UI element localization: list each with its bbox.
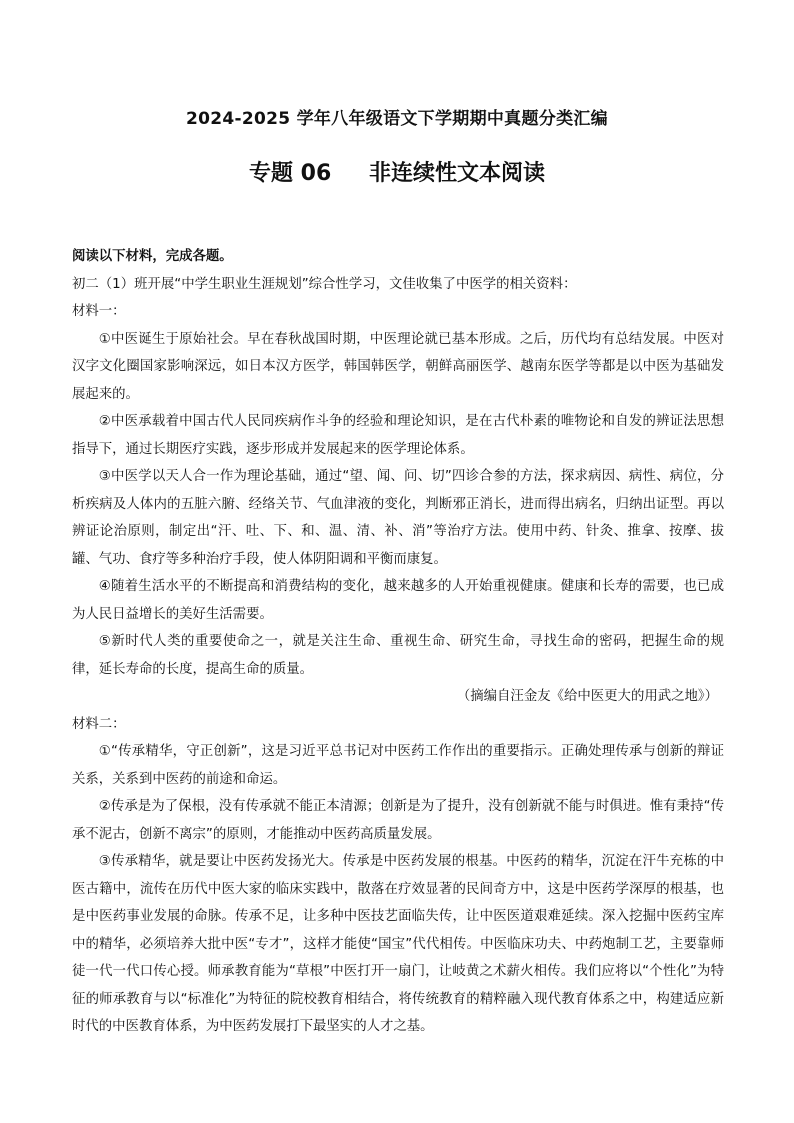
topic-name: 非连续性文本阅读: [368, 161, 545, 186]
material1-paragraph-3: ③中医学以天人合一作为理论基础，通过“望、闻、问、切”四诊合参的方法，探求病因、病性、病位，分析疾病及人体内的五脏六腑、经络关节、气血津液的变化，判断邪正消长，进而得出病名，归纳出证型。再以辨证论治原则，制定出“汗、吐、下、和、温、清、补、消”等治疗方法。使用中药、针灸、推拿、按摩、拔罐、气功、食疗等多种治疗手段，使人体阴阳调和平衡而康复。: [72, 469, 724, 567]
material1-paragraph-4: ④随着生活水平的不断提高和消费结构的变化，越来越多的人开始重视健康。健康和长寿的需要，也已成为人民日益增长的美好生活需要。: [72, 579, 724, 622]
reading-content: [72, 243, 724, 1041]
material1-paragraph-2: ②中医承载着中国古代人民同疾病作斗争的经验和理论知识，是在古代朴素的唯物论和自发的辨证法思想指导下，通过长期医疗实践，逐步形成并发展起来的医学理论体系。: [72, 414, 724, 457]
context-text: 初二（1）班开展“中学生职业生涯规划”综合性学习，文佳收集了中医学的相关资料：: [72, 276, 577, 292]
material1-paragraph-5: ⑤新时代人类的重要使命之一，就是关注生命、重视生命、研究生命，寻找生命的密码，把握生命的规律，延长寿命的长度，提高生命的质量。: [72, 634, 724, 677]
document-title: 2024-2025 学年八年级语文下学期期中真题分类汇编: [185, 109, 608, 129]
material1-source: （摘编自汪金友《给中医更大的用武之地》）: [456, 689, 718, 704]
material2-paragraph-3: ③传承精华，就是要让中医药发扬光大。传承是中医药发展的根基。中医药的精华，沉淀在汗牛充栋的中医古籍中，流传在历代中医大家的临床实践中，散落在疗效显著的民间奇方中，这是中医药学深厚的根基，也是中医药事业发展的命脉。传承不足，让多种中医技艺面临失传，让中医医道艰难延续。深入挖掘中医药宝库中的精华，必须培养大批中医“专才”，这样才能使“国宝”代代相传。中医临床功夫、中药炮制工艺，主要靠师徒一代一代口传心授。师承教育能为“草根”中医打开一扇门，让岐黄之术薪火相传。我们应将以“个性化”为特征的师承教育与以“标准化”为特征的院校教育相结合，将传统教育的精粹融入现代教育体系之中，构建适应新时代的中医教育体系，为中医药发展打下最坚实的人才之基。: [72, 854, 724, 1034]
material2-paragraph-2: ②传承是为了保根，没有传承就不能正本清源；创新是为了提升，没有创新就不能与时俱进。惟有秉持“传承不泥古，创新不离宗”的原则，才能推动中医药高质量发展。: [72, 799, 724, 842]
topic-heading: [0, 156, 794, 187]
material1-label: 材料一：: [72, 304, 126, 319]
instruction-text: 阅读以下材料，完成各题。: [72, 249, 233, 264]
topic-number: 专题 06: [249, 161, 332, 186]
material2-paragraph-1: ①“传承精华，守正创新”，这是习近平总书记对中医药工作作出的重要指示。正确处理传承与创新的辩证关系，关系到中医药的前途和命运。: [72, 744, 724, 787]
material1-paragraph-1: ①中医诞生于原始社会。早在春秋战国时期，中医理论就已基本形成。之后，历代均有总结发展。中医对汉字文化圈国家影响深远，如日本汉方医学，韩国韩医学，朝鲜高丽医学、越南东医学等都是以中医为基础发展起来的。: [72, 331, 724, 402]
material2-label: 材料二：: [72, 716, 126, 732]
